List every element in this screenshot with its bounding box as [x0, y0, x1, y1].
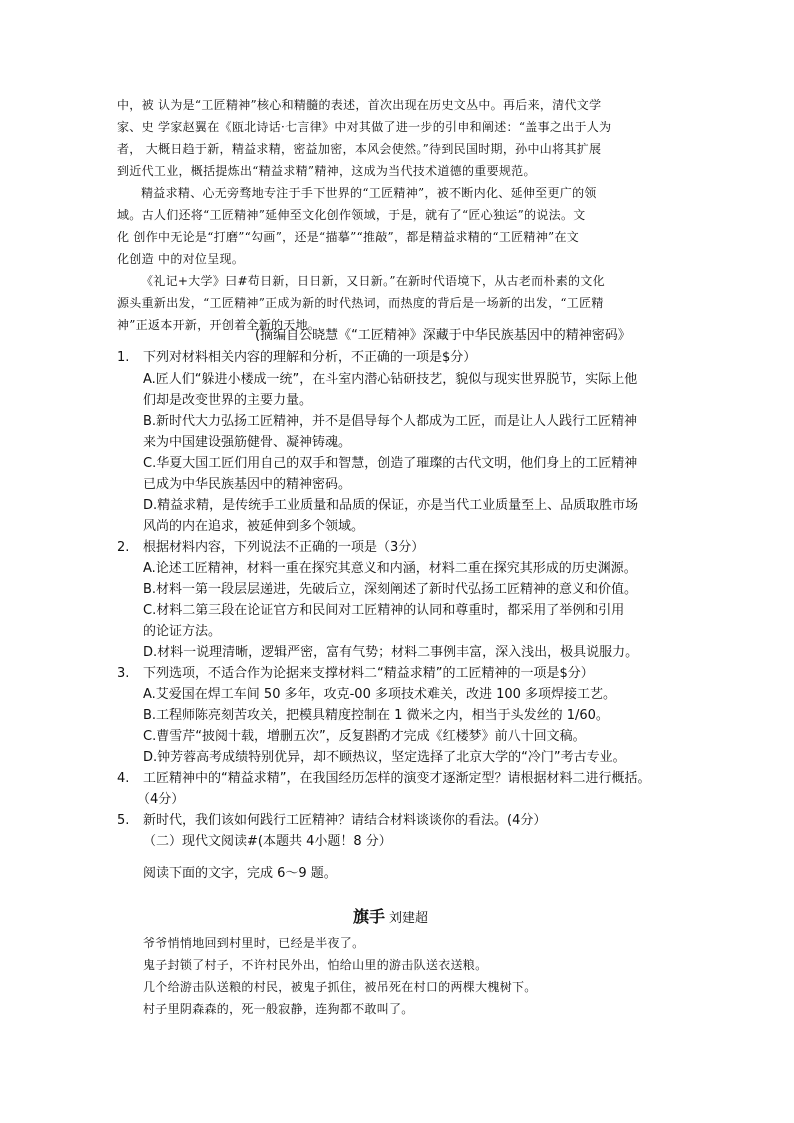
option-line: C.材料二第三段在论证官方和民间对工匠精神的认同和尊重时，都采用了举例和引用 — [143, 603, 625, 618]
option-line: 们却是改变世界的主要力量。 — [143, 393, 313, 408]
option-line: 的论证方法。 — [143, 624, 222, 639]
reading-instruction: 阅读下面的文字，完成 6～9 题。 — [143, 866, 337, 881]
question-number: 2. — [117, 540, 130, 555]
option-line: B.新时代大力弘扬工匠精神，并不是倡导每个人都成为工匠，而是让人人践行工匠精神 — [143, 414, 638, 429]
source-citation: (摘编自公晓慧《“工匠精神》深藏于中华民族基因中的精神密码》 — [255, 328, 631, 343]
text-line: 化 创作中无论是“打磨”“勾画”，还是“描摹”“推敲”，都是精益求精的“工匠精神”在文 — [117, 230, 580, 244]
option-line: D.钟芳蓉高考成绩特别优异，却不顾热议，坚定选择了北京大学的“冷门”考古专业。 — [143, 750, 626, 765]
story-title-text: 旗手 — [353, 907, 386, 926]
text-line: 到近代工业，概括提炼出“精益求精”精神，这成为当代技术道德的重要规范。 — [117, 164, 536, 178]
story-line: 爷爷悄悄地回到村里时，已经是半夜了。 — [143, 936, 365, 950]
option-line: B.工程师陈亮刻苦攻关，把模具精度控制在 1 微米之内，相当于头发丝的 1/60。 — [143, 708, 609, 723]
question-points: （4分） — [137, 792, 185, 807]
option-line: 来为中国建设强筋健骨、凝神铸魂。 — [143, 435, 352, 450]
option-line: 已成为中华民族基因中的精神密码。 — [143, 477, 352, 492]
question-stem: 工匠精神中的“精益求精”，在我国经历怎样的演变才逐渐定型？请根据材料二进行概括。 — [143, 771, 651, 786]
text-line: 家、史 学家赵翼在《瓯北诗话·七言律》中对其做了进一步的引申和阐述：“盖事之出于人为 — [117, 120, 612, 134]
question-stem: 下列对材料相关内容的理解和分析，不正确的一项是$分） — [143, 350, 477, 365]
text-line: 《礼记+大学》曰#苟日新，日日新，又日新。”在新时代语境下，从古老而朴素的文化 — [141, 274, 605, 288]
option-line: A.论述工匠精神，材料一重在探究其意义和内涵，材料二重在探究其形成的历史渊源。 — [143, 561, 637, 576]
question-number: 4. — [117, 771, 130, 786]
text-line: 化创造 中的对位呈现。 — [117, 252, 245, 266]
section-heading: （二）现代文阅读#(本题共 4小题！8 分） — [143, 834, 392, 849]
text-line: 神”正返本开新，开创着全新的天地。 — [117, 318, 321, 332]
story-author: 刘建超 — [389, 911, 429, 926]
question-stem: 新时代，我们该如何践行工匠精神？请结合材料谈谈你的看法。(4分） — [143, 813, 547, 828]
story-line: 几个给游击队送粮的村民，被鬼子抓住，被吊死在村口的两棵大槐树下。 — [143, 980, 537, 994]
text-line: 域。古人们还将“工匠精神”延伸至文化创作领域，于是，就有了“匠心独运”的说法。文 — [117, 208, 586, 222]
option-line: A.匠人们“躲进小楼成一统”，在斗室内潜心钻研技艺，貌似与现实世界脱节，实际上他 — [143, 372, 638, 387]
text-line: 精益求精、心无旁骛地专注于手下世界的“工匠精神”，被不断内化、延伸至更广的领 — [141, 186, 597, 200]
option-line: C.华夏大国工匠们用自己的双手和智慧，创造了璀璨的古代文明，他们身上的工匠精神 — [143, 456, 638, 471]
text-line: 源头重新出发，“工匠精神”正成为新的时代热词，而热度的背后是一场新的出发，“工匠精 — [117, 296, 604, 310]
question-number: 3. — [117, 666, 130, 681]
story-title — [353, 904, 428, 927]
question-number: 1. — [117, 350, 130, 365]
question-stem: 下列选项，不适合作为论据来支撑材料二“精益求精”的工匠精神的一项是$分） — [143, 666, 594, 681]
option-line: B.材料一第一段层层递进，先破后立，深刻阐述了新时代弘扬工匠精神的意义和价值。 — [143, 582, 638, 597]
text-line: 者， 大概日趋于新，精益求精，密益加密，本风会使然。”待到民国时期，孙中山将其扩展 — [117, 142, 602, 156]
option-line: D.材料一说理清晰，逻辑严密，富有气势；材料二事例丰富，深入浅出，极具说服力。 — [143, 645, 639, 660]
question-stem: 根据材料内容，下列说法不正确的一项是（3分） — [143, 540, 425, 555]
story-line: 村子里阴森森的，死一般寂静，连狗都不敢叫了。 — [143, 1002, 414, 1016]
option-line: A.艾爱国在焊工车间 50 多年，攻克-00 多项技术难关，改进 100 多项焊接工艺。 — [143, 687, 617, 702]
text-line: 中，被 认为是“工匠精神”核心和精髓的表述，首次出现在历史文丛中。再后来，清代文学 — [117, 98, 602, 112]
option-line: 风尚的内在追求，被延伸到多个领域。 — [143, 519, 365, 534]
option-line: C.曹雪芹“披阅十载，增删五次”，反复斟酌才完成《红楼梦》前八十回文稿。 — [143, 729, 586, 744]
option-line: D.精益求精，是传统手工业质量和品质的保证，亦是当代工业质量至上、品质取胜市场 — [143, 498, 639, 513]
question-number: 5. — [117, 813, 130, 828]
story-line: 鬼子封锁了村子，不许村民外出，怕给山里的游击队送衣送粮。 — [143, 958, 488, 972]
